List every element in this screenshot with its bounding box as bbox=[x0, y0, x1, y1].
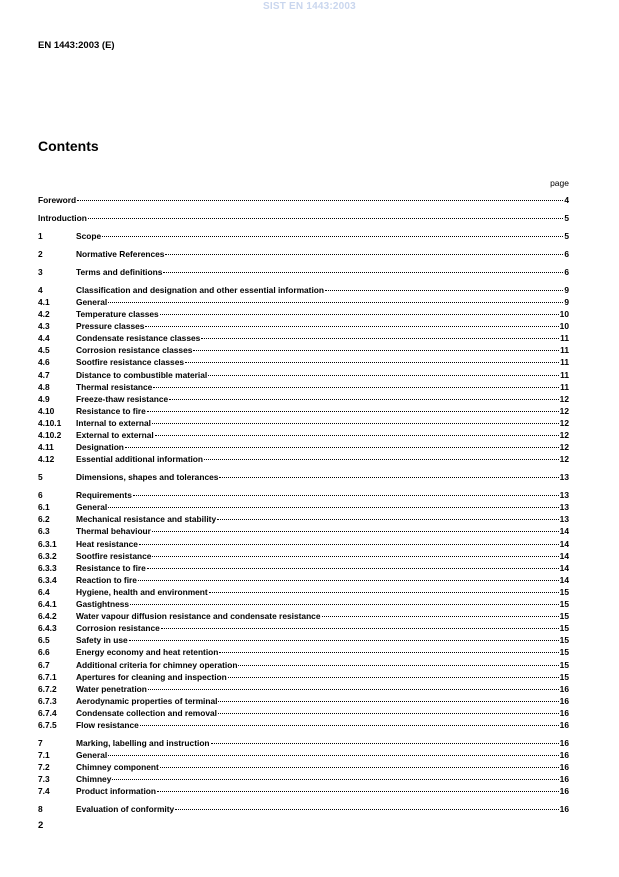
toc-dot-leader bbox=[133, 495, 559, 496]
toc-entry[interactable] bbox=[38, 599, 569, 611]
toc-entry-number: 6.4.2 bbox=[38, 611, 57, 622]
toc-entry-title: Additional criteria for chimney operation bbox=[76, 659, 238, 670]
toc-entry-title: Condensate resistance classes bbox=[76, 333, 201, 344]
toc-entry[interactable] bbox=[38, 696, 569, 708]
toc-entry-title: Condensate collection and removal bbox=[76, 707, 218, 718]
toc-entry-title: Flow resistance bbox=[76, 719, 139, 730]
toc-entry-title: Resistance to fire bbox=[76, 405, 146, 416]
toc-entry-title: Apertures for cleaning and inspection bbox=[76, 671, 227, 682]
toc-entry[interactable] bbox=[38, 333, 569, 345]
toc-dot-leader bbox=[208, 375, 559, 376]
toc-entry-page: 15 bbox=[559, 611, 569, 622]
toc-entry[interactable] bbox=[38, 575, 569, 587]
toc-entry[interactable] bbox=[38, 472, 569, 484]
toc-entry[interactable] bbox=[38, 672, 569, 684]
toc-entry-title: Introduction bbox=[38, 212, 87, 223]
toc-entry-number: 7.3 bbox=[38, 774, 50, 785]
toc-entry[interactable] bbox=[38, 231, 569, 243]
toc-dot-leader bbox=[160, 767, 559, 768]
toc-entry[interactable] bbox=[38, 786, 569, 798]
toc-entry-title: Distance to combustible material bbox=[76, 369, 208, 380]
toc-dot-leader bbox=[130, 604, 559, 605]
toc-entry-title: Chimney component bbox=[76, 762, 159, 773]
toc-dot-leader bbox=[211, 743, 559, 744]
toc-entry-page: 13 bbox=[559, 502, 569, 513]
toc-entry-number: 6.3.1 bbox=[38, 538, 57, 549]
toc-entry-page: 14 bbox=[559, 550, 569, 561]
toc-entry-number: 6.7 bbox=[38, 659, 50, 670]
toc-dot-leader bbox=[218, 701, 558, 702]
toc-entry-title: Designation bbox=[76, 442, 124, 453]
toc-entry[interactable] bbox=[38, 774, 569, 786]
toc-entry-page: 16 bbox=[559, 683, 569, 694]
toc-entry-page: 15 bbox=[559, 599, 569, 610]
toc-entry[interactable] bbox=[38, 804, 569, 816]
toc-entry[interactable] bbox=[38, 249, 569, 261]
toc-entry-number: 6.7.5 bbox=[38, 719, 57, 730]
toc-entry-page: 16 bbox=[559, 786, 569, 797]
toc-entry-page: 11 bbox=[560, 381, 569, 392]
toc-entry[interactable] bbox=[38, 551, 569, 563]
toc-entry-number: 4.2 bbox=[38, 309, 50, 320]
toc-dot-leader bbox=[129, 640, 559, 641]
toc-entry-page: 9 bbox=[564, 284, 569, 295]
toc-entry-page: 11 bbox=[560, 357, 569, 368]
toc-entry-number: 6.6 bbox=[38, 647, 50, 658]
toc-entry[interactable] bbox=[38, 442, 569, 454]
toc-entry-number: 6.4.1 bbox=[38, 599, 57, 610]
toc-entry-page: 16 bbox=[559, 774, 569, 785]
toc-entry-number: 6.3 bbox=[38, 526, 50, 537]
toc-entry-number: 4.10.2 bbox=[38, 430, 62, 441]
toc-entry[interactable] bbox=[38, 490, 569, 502]
toc-entry-page: 11 bbox=[560, 345, 569, 356]
toc-dot-leader bbox=[209, 592, 559, 593]
toc-entry-page: 14 bbox=[559, 538, 569, 549]
toc-entry[interactable] bbox=[38, 708, 569, 720]
toc-dot-leader bbox=[238, 665, 558, 666]
toc-dot-leader bbox=[161, 628, 559, 629]
toc-entry-number: 6.4 bbox=[38, 586, 50, 597]
toc-entry[interactable] bbox=[38, 563, 569, 575]
toc-entry-number: 3 bbox=[38, 266, 43, 277]
toc-entry[interactable] bbox=[38, 357, 569, 369]
toc-entry[interactable] bbox=[38, 321, 569, 333]
toc-entry-page: 15 bbox=[559, 635, 569, 646]
toc-dot-leader bbox=[140, 725, 559, 726]
toc-entry-page: 15 bbox=[559, 659, 569, 670]
toc-entry[interactable] bbox=[38, 762, 569, 774]
toc-entry[interactable] bbox=[38, 309, 569, 321]
toc-dot-leader bbox=[147, 411, 559, 412]
toc-entry-page: 16 bbox=[559, 695, 569, 706]
toc-entry-title: Corrosion resistance classes bbox=[76, 345, 193, 356]
toc-entry-title: Internal to external bbox=[76, 417, 151, 428]
toc-dot-leader bbox=[219, 477, 558, 478]
watermark: SIST EN 1443:2003 bbox=[263, 1, 356, 12]
toc-entry-title: Product information bbox=[76, 786, 157, 797]
toc-dot-leader bbox=[169, 399, 559, 400]
toc-entry-number: 7.2 bbox=[38, 762, 50, 773]
toc-entry-page: 16 bbox=[559, 737, 569, 748]
toc-dot-leader bbox=[152, 531, 559, 532]
toc-entry-page: 12 bbox=[559, 393, 569, 404]
toc-entry-title: Pressure classes bbox=[76, 321, 145, 332]
toc-entry-page: 16 bbox=[559, 762, 569, 773]
toc-entry-title: Corrosion resistance bbox=[76, 623, 160, 634]
toc-entry[interactable] bbox=[38, 285, 569, 297]
toc-entry-page: 5 bbox=[564, 212, 569, 223]
toc-dot-leader bbox=[155, 435, 559, 436]
toc-entry-title: General bbox=[76, 502, 108, 513]
toc-entry-number: 6.7.2 bbox=[38, 683, 57, 694]
toc-dot-leader bbox=[219, 652, 558, 653]
toc-entry-number: 5 bbox=[38, 472, 43, 483]
toc-entry-title: Mechanical resistance and stability bbox=[76, 514, 217, 525]
toc-dot-leader bbox=[88, 218, 563, 219]
toc-entry[interactable] bbox=[38, 430, 569, 442]
toc-entry-number: 4.1 bbox=[38, 297, 50, 308]
toc-dot-leader bbox=[218, 713, 559, 714]
toc-entry[interactable] bbox=[38, 738, 569, 750]
toc-entry-number: 6.1 bbox=[38, 502, 50, 513]
toc-dot-leader bbox=[138, 580, 559, 581]
toc-entry-page: 15 bbox=[559, 623, 569, 634]
toc-dot-leader bbox=[157, 791, 559, 792]
toc-entry-title: Aerodynamic properties of terminal bbox=[76, 695, 218, 706]
toc-entry-number: 6.3.3 bbox=[38, 562, 57, 573]
toc-entry-number: 6.7.4 bbox=[38, 707, 57, 718]
toc-entry-page: 12 bbox=[559, 454, 569, 465]
toc-entry-title: Water penetration bbox=[76, 683, 147, 694]
toc-entry-page: 16 bbox=[559, 707, 569, 718]
toc-dot-leader bbox=[152, 556, 558, 557]
toc-dot-leader bbox=[204, 459, 559, 460]
toc-entry-title: General bbox=[76, 750, 108, 761]
toc-dot-leader bbox=[217, 519, 559, 520]
toc-entry-title: Terms and definitions bbox=[76, 266, 163, 277]
toc-dot-leader bbox=[145, 326, 558, 327]
toc-entry[interactable] bbox=[38, 720, 569, 732]
toc-entry-number: 4.10.1 bbox=[38, 417, 62, 428]
toc-entry-page: 14 bbox=[559, 526, 569, 537]
toc-entry-number: 8 bbox=[38, 804, 43, 815]
toc-entry-page: 14 bbox=[559, 562, 569, 573]
toc-entry-number: 7.4 bbox=[38, 786, 50, 797]
toc-entry-title: Energy economy and heat retention bbox=[76, 647, 219, 658]
toc-entry-page: 11 bbox=[560, 369, 569, 380]
toc-entry-title: Chimney bbox=[76, 774, 112, 785]
toc-entry-page: 14 bbox=[559, 574, 569, 585]
toc-entry-number: 6 bbox=[38, 490, 43, 501]
toc-entry-page: 16 bbox=[559, 719, 569, 730]
toc-entry-number: 4 bbox=[38, 284, 43, 295]
toc-entry-page: 10 bbox=[559, 309, 569, 320]
toc-entry-page: 6 bbox=[564, 266, 569, 277]
toc-entry-number: 6.4.3 bbox=[38, 623, 57, 634]
toc-dot-leader bbox=[153, 387, 559, 388]
toc-dot-leader bbox=[108, 302, 563, 303]
toc-dot-leader bbox=[228, 677, 559, 678]
toc-dot-leader bbox=[147, 568, 559, 569]
toc-entry-page: 16 bbox=[559, 750, 569, 761]
toc-entry-title: Sootfire resistance classes bbox=[76, 357, 185, 368]
toc-dot-leader bbox=[112, 779, 558, 780]
toc-entry-number: 6.7.3 bbox=[38, 695, 57, 706]
toc-dot-leader bbox=[322, 616, 559, 617]
toc-entry-number: 4.10 bbox=[38, 405, 55, 416]
toc-entry[interactable] bbox=[38, 623, 569, 635]
toc-dot-leader bbox=[175, 809, 558, 810]
toc-entry[interactable] bbox=[38, 660, 569, 672]
toc-entry-page: 6 bbox=[564, 248, 569, 259]
toc-entry-page: 11 bbox=[560, 333, 569, 344]
toc-entry-page: 12 bbox=[559, 405, 569, 416]
toc-entry-number: 2 bbox=[38, 248, 43, 259]
toc-entry[interactable] bbox=[38, 684, 569, 696]
toc-entry-title: Essential additional information bbox=[76, 454, 204, 465]
toc-entry-title: Hygiene, health and environment bbox=[76, 586, 208, 597]
toc-entry-title: Resistance to fire bbox=[76, 562, 146, 573]
toc-entry-page: 15 bbox=[559, 671, 569, 682]
toc-entry[interactable] bbox=[38, 418, 569, 430]
toc-entry-page: 12 bbox=[559, 417, 569, 428]
toc-dot-leader bbox=[165, 254, 563, 255]
toc-entry-page: 13 bbox=[559, 472, 569, 483]
toc-entry-page: 12 bbox=[559, 430, 569, 441]
toc-entry-number: 4.9 bbox=[38, 393, 50, 404]
toc-entry-page: 15 bbox=[559, 586, 569, 597]
toc-entry-page: 13 bbox=[559, 514, 569, 525]
toc-entry-page: 5 bbox=[564, 230, 569, 241]
toc-entry-title: Thermal behaviour bbox=[76, 526, 151, 537]
toc-entry-title: General bbox=[76, 297, 108, 308]
toc-entry-number: 4.8 bbox=[38, 381, 50, 392]
toc-entry-number: 6.2 bbox=[38, 514, 50, 525]
toc-entry-title: Gastightness bbox=[76, 599, 130, 610]
toc-entry[interactable] bbox=[38, 635, 569, 647]
toc-entry-number: 4.7 bbox=[38, 369, 50, 380]
toc-dot-leader bbox=[148, 689, 559, 690]
toc-entry-number: 4.6 bbox=[38, 357, 50, 368]
toc-entry-page: 15 bbox=[559, 647, 569, 658]
toc-entry-title: Dimensions, shapes and tolerances bbox=[76, 472, 219, 483]
toc-entry-number: 6.7.1 bbox=[38, 671, 57, 682]
toc-entry[interactable] bbox=[38, 345, 569, 357]
toc-entry-page: 12 bbox=[559, 442, 569, 453]
toc-entry-number: 6.5 bbox=[38, 635, 50, 646]
toc-entry-number: 4.4 bbox=[38, 333, 50, 344]
contents-title: Contents bbox=[38, 138, 99, 154]
toc-entry[interactable] bbox=[38, 406, 569, 418]
toc-entry[interactable] bbox=[38, 502, 569, 514]
toc-entry[interactable] bbox=[38, 297, 569, 309]
toc-entry[interactable] bbox=[38, 611, 569, 623]
toc-entry-title: External to external bbox=[76, 430, 154, 441]
toc-entry-title: Classification and designation and other essential information bbox=[76, 284, 325, 295]
toc-dot-leader bbox=[160, 314, 559, 315]
toc-entry-page: 13 bbox=[559, 490, 569, 501]
toc-entry[interactable] bbox=[38, 454, 569, 466]
toc-entry-number: 7.1 bbox=[38, 750, 50, 761]
toc-entry-title: Foreword bbox=[38, 195, 77, 205]
toc-entry[interactable] bbox=[38, 382, 569, 394]
toc-entry-page: 9 bbox=[564, 297, 569, 308]
toc-dot-leader bbox=[152, 423, 559, 424]
toc-dot-leader bbox=[185, 362, 559, 363]
toc-entry[interactable] bbox=[38, 394, 569, 406]
toc-entry[interactable] bbox=[38, 750, 569, 762]
toc-entry-number: 4.3 bbox=[38, 321, 50, 332]
toc-entry[interactable] bbox=[38, 587, 569, 599]
document-id: EN 1443:2003 (E) bbox=[38, 40, 115, 51]
table-of-contents bbox=[38, 195, 569, 816]
toc-dot-leader bbox=[193, 350, 559, 351]
toc-entry[interactable] bbox=[38, 539, 569, 551]
toc-dot-leader bbox=[201, 338, 559, 339]
toc-entry-title: Sootfire resistance bbox=[76, 550, 152, 561]
toc-dot-leader bbox=[163, 272, 563, 273]
toc-entry-title: Normative References bbox=[76, 248, 165, 259]
toc-entry-number: 6.3.2 bbox=[38, 550, 57, 561]
toc-entry-number: 6.3.4 bbox=[38, 574, 57, 585]
toc-entry-page: 10 bbox=[559, 321, 569, 332]
toc-entry-title: Safety in use bbox=[76, 635, 128, 646]
toc-dot-leader bbox=[108, 755, 558, 756]
toc-entry-title: Thermal resistance bbox=[76, 381, 153, 392]
toc-entry-page: 16 bbox=[559, 804, 569, 815]
toc-entry[interactable] bbox=[38, 267, 569, 279]
toc-entry-number: 7 bbox=[38, 737, 43, 748]
toc-entry-title: Scope bbox=[76, 230, 102, 241]
toc-entry-title: Requirements bbox=[76, 490, 132, 501]
toc-entry-title: Evaluation of conformity bbox=[76, 804, 175, 815]
toc-entry[interactable] bbox=[38, 213, 569, 225]
toc-entry-title: Temperature classes bbox=[76, 309, 159, 320]
toc-entry-title: Heat resistance bbox=[76, 538, 138, 549]
toc-entry-number: 4.5 bbox=[38, 345, 50, 356]
toc-entry[interactable] bbox=[38, 195, 569, 207]
toc-dot-leader bbox=[108, 507, 558, 508]
toc-dot-leader bbox=[325, 290, 563, 291]
toc-dot-leader bbox=[139, 544, 559, 545]
toc-entry[interactable] bbox=[38, 514, 569, 526]
toc-entry-number: 4.11 bbox=[38, 442, 54, 453]
toc-dot-leader bbox=[102, 236, 563, 237]
toc-dot-leader bbox=[125, 447, 559, 448]
page-column-label: page bbox=[550, 178, 569, 188]
page-number: 2 bbox=[38, 820, 44, 831]
toc-entry[interactable] bbox=[38, 370, 569, 382]
toc-entry-number: 1 bbox=[38, 230, 43, 241]
toc-entry[interactable] bbox=[38, 647, 569, 659]
toc-entry-title: Freeze-thaw resistance bbox=[76, 393, 169, 404]
toc-entry-page: 4 bbox=[564, 195, 569, 205]
toc-entry-number: 4.12 bbox=[38, 454, 55, 465]
toc-entry[interactable] bbox=[38, 526, 569, 538]
toc-entry-title: Water vapour diffusion resistance and condensate resistance bbox=[76, 611, 321, 622]
toc-entry-title: Marking, labelling and instruction bbox=[76, 737, 210, 748]
toc-entry-title: Reaction to fire bbox=[76, 574, 137, 585]
toc-dot-leader bbox=[77, 200, 563, 201]
